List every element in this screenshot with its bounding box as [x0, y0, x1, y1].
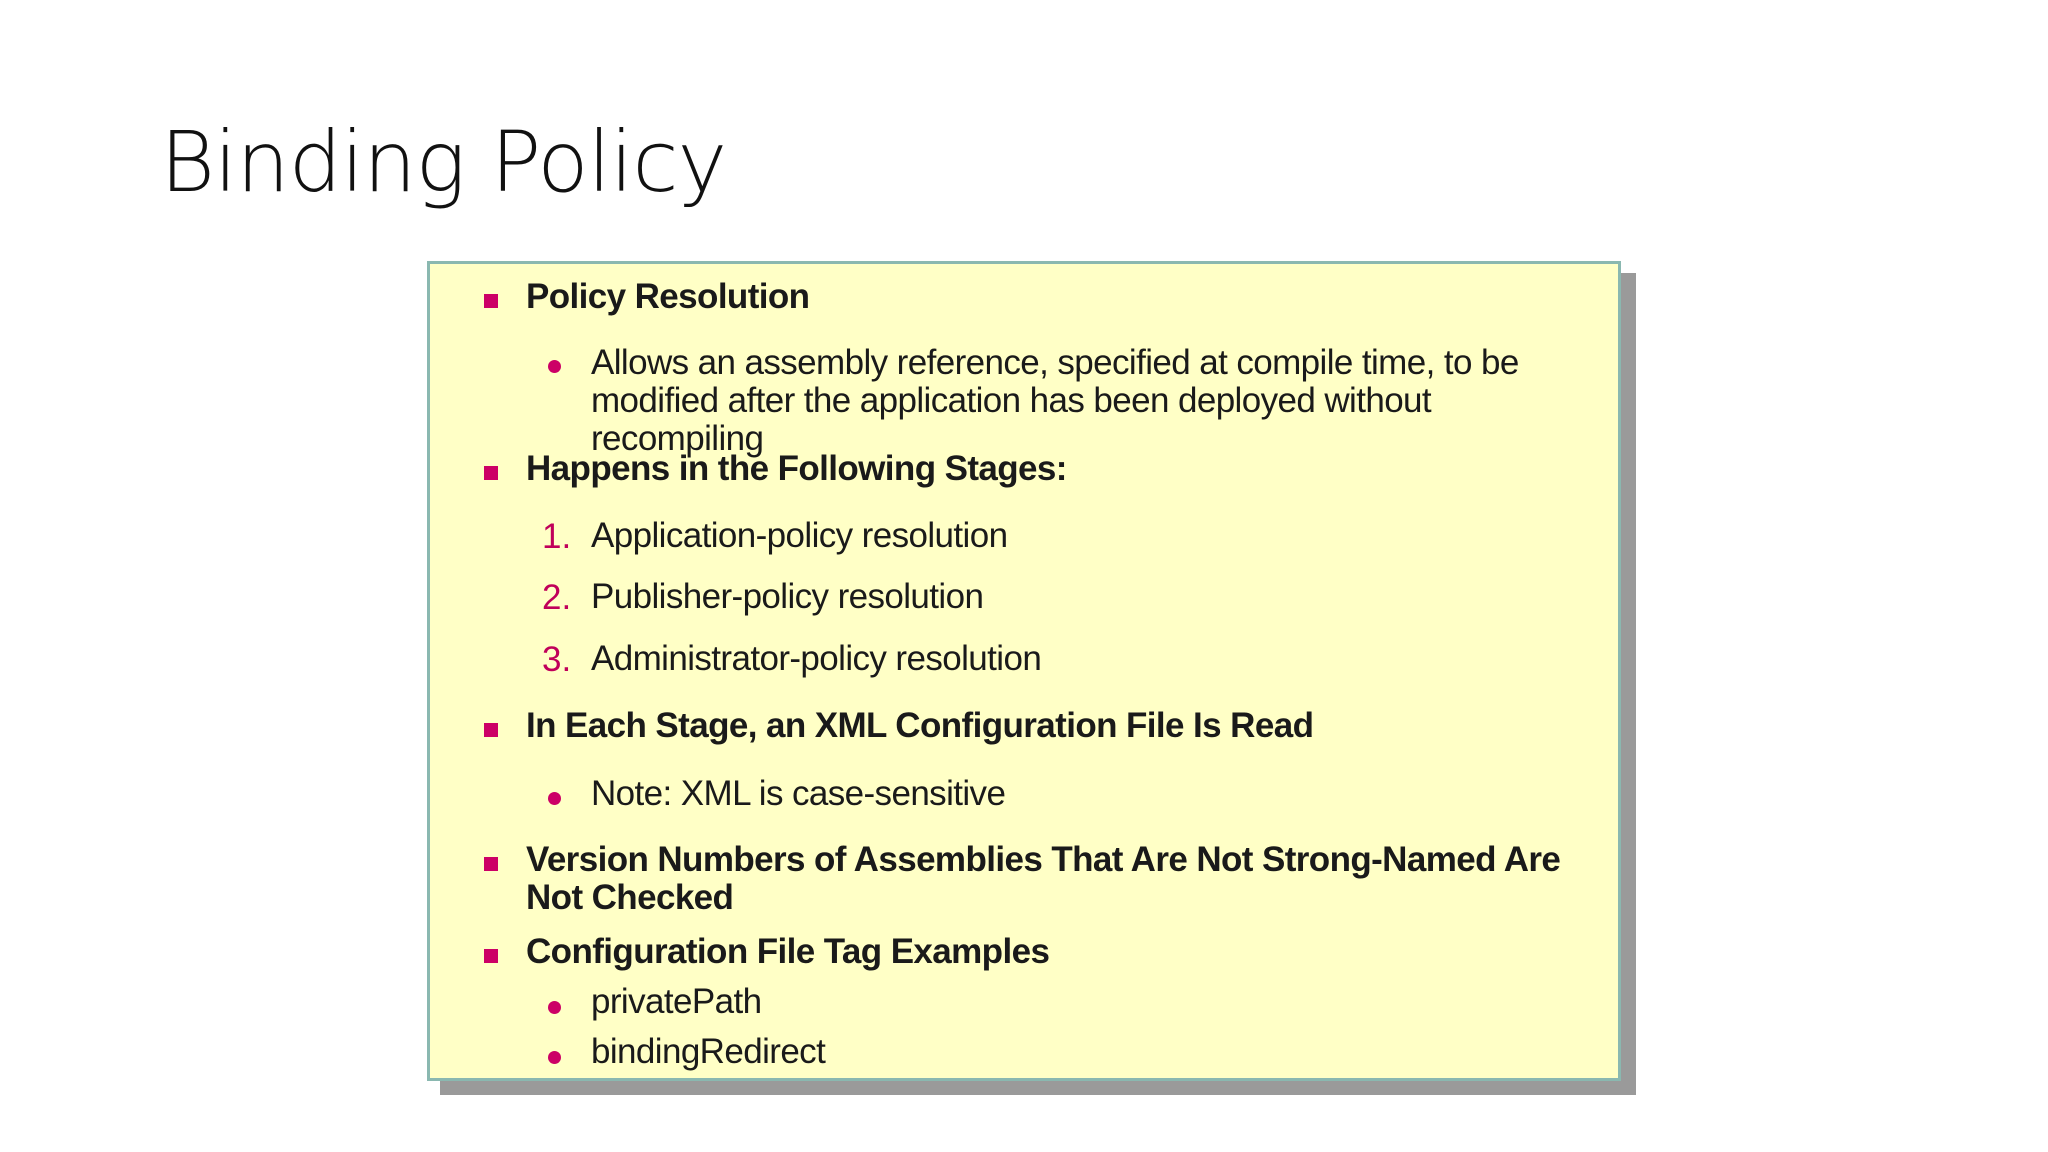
sub-bullet-text: Note: XML is case-sensitive: [591, 774, 1006, 813]
square-bullet-icon: [484, 857, 498, 871]
slide-title: Binding Policy: [160, 113, 727, 211]
step-text: Administrator-policy resolution: [591, 639, 1042, 678]
content-panel: [427, 261, 1621, 1081]
dot-bullet-icon: [548, 1001, 561, 1014]
sub-bullet-text: Allows an assembly reference, specified at compile time, to be modified after the application has been deployed without recompiling: [591, 343, 1519, 458]
step-text: Publisher-policy resolution: [591, 577, 984, 616]
dot-bullet-icon: [548, 1051, 561, 1064]
bullet-heading-xml-config: In Each Stage, an XML Configuration File Is Read: [526, 706, 1314, 745]
step-number: 2.: [542, 578, 572, 617]
bullet-heading-stages: Happens in the Following Stages:: [526, 449, 1067, 488]
bullet-heading-tag-examples: Configuration File Tag Examples: [526, 932, 1050, 971]
step-number: 1.: [542, 517, 572, 556]
step-text: Application-policy resolution: [591, 516, 1008, 555]
square-bullet-icon: [484, 949, 498, 963]
bullet-heading-version-numbers: Version Numbers of Assemblies That Are Not Strong-Named Are Not Checked: [526, 840, 1561, 917]
square-bullet-icon: [484, 294, 498, 308]
dot-bullet-icon: [548, 792, 561, 805]
tag-example: bindingRedirect: [591, 1032, 826, 1071]
dot-bullet-icon: [548, 360, 561, 373]
bullet-heading-policy-resolution: Policy Resolution: [526, 277, 810, 316]
step-number: 3.: [542, 640, 572, 679]
square-bullet-icon: [484, 466, 498, 480]
tag-example: privatePath: [591, 982, 762, 1021]
square-bullet-icon: [484, 723, 498, 737]
